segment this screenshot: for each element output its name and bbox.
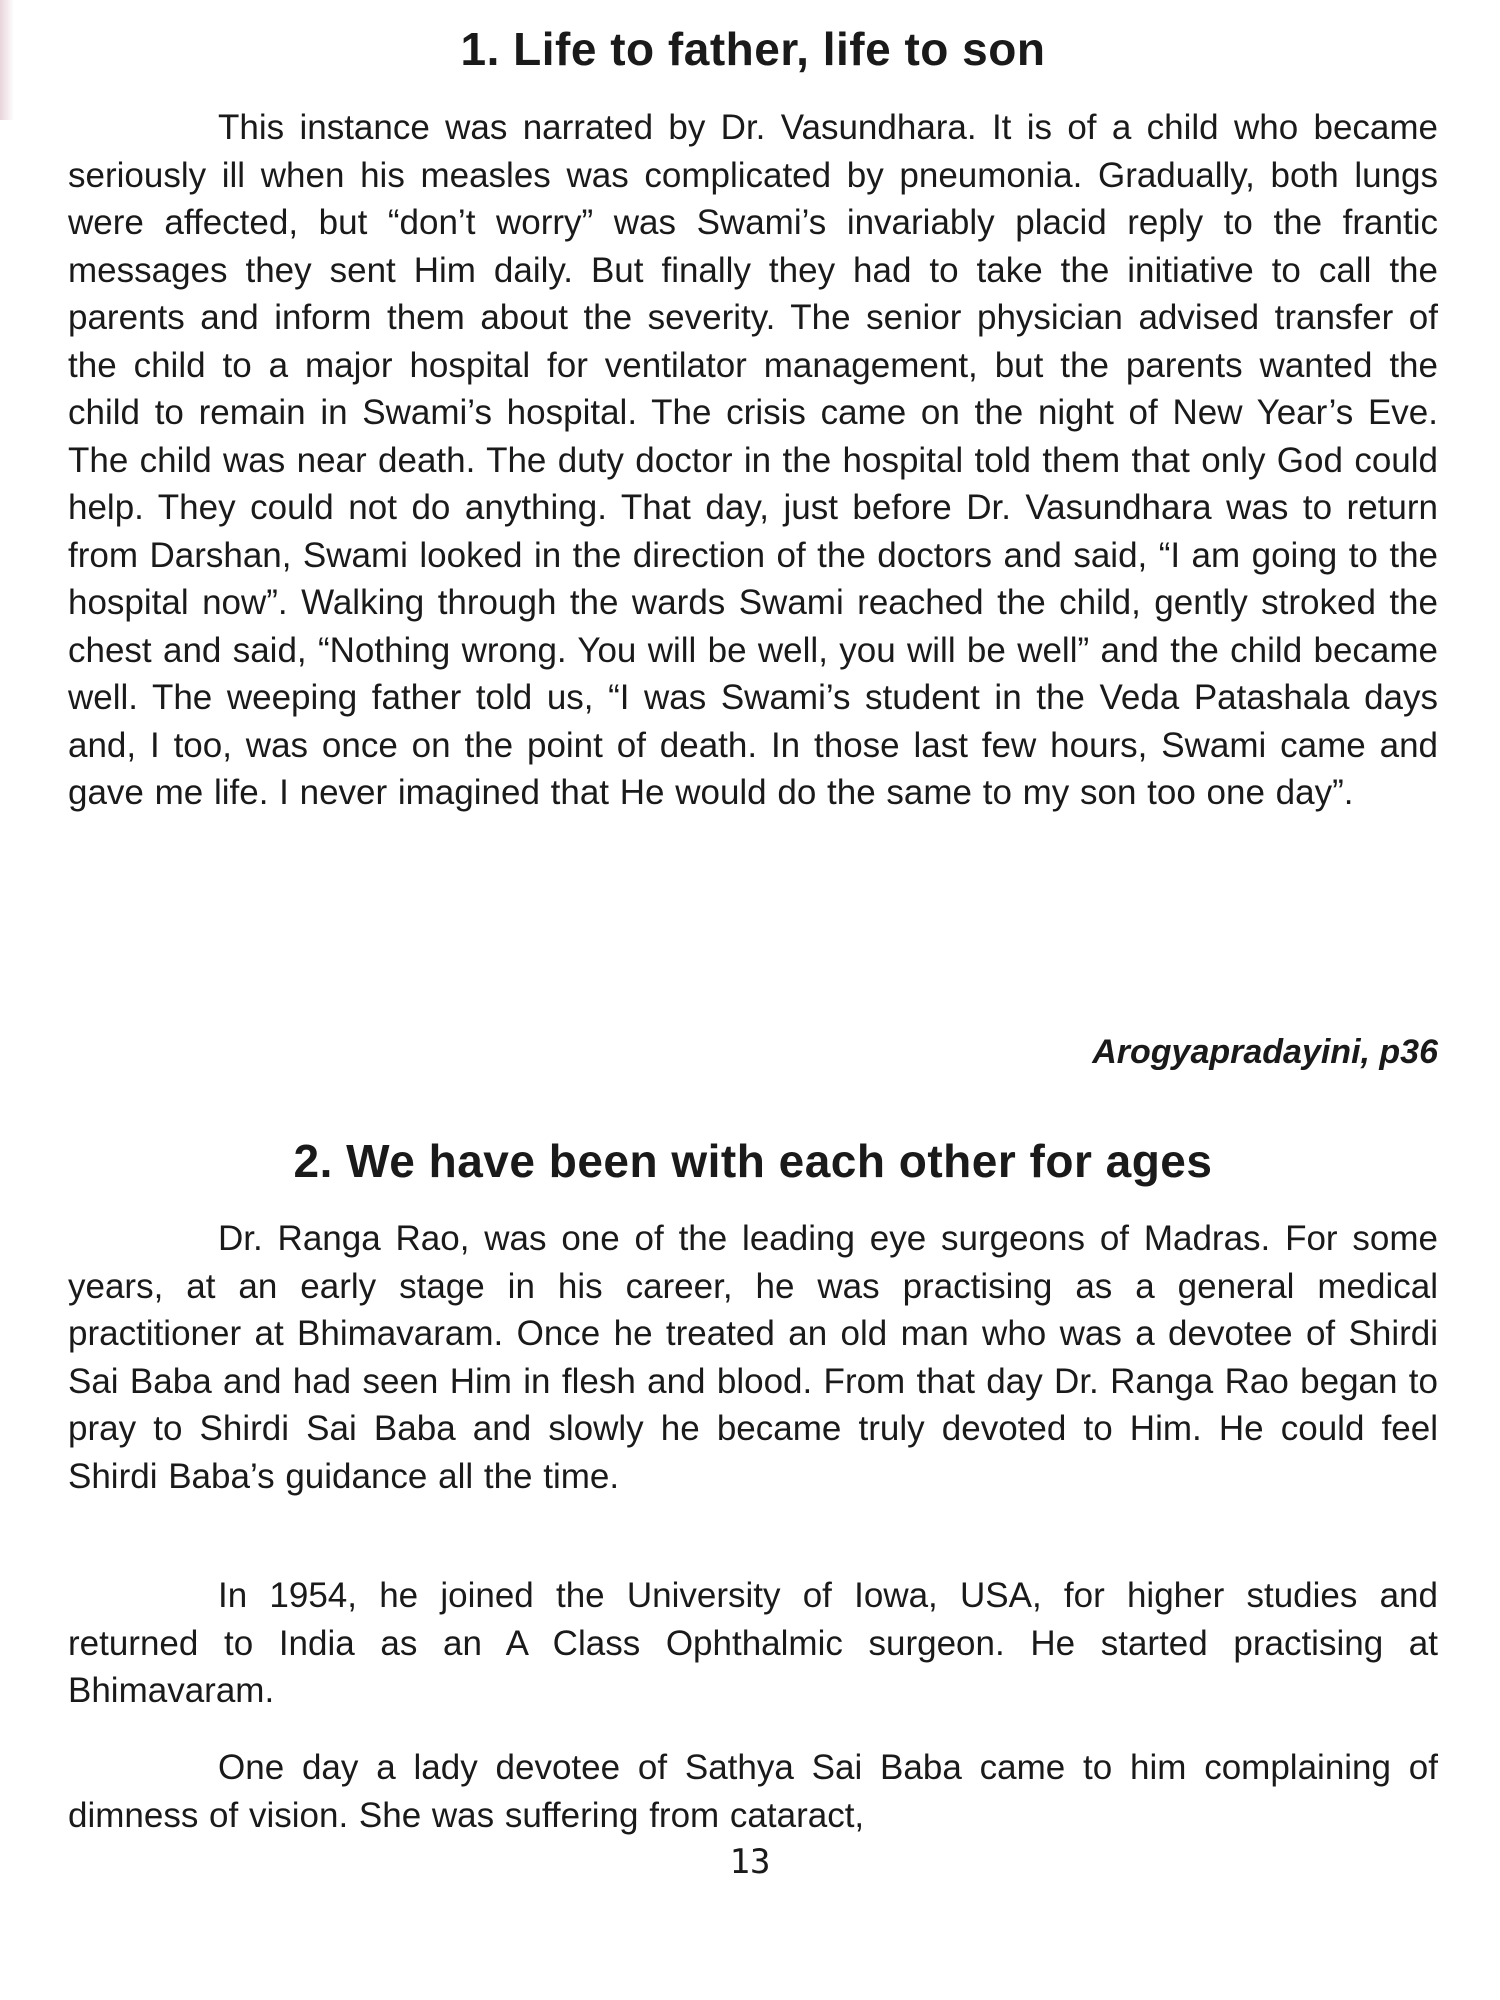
section-1-citation: Arogyapradayini, p36 [1092, 1033, 1438, 1071]
page-number: 13 [729, 1842, 771, 1882]
section-2-paragraph-3: One day a lady devotee of Sathya Sai Baba came to him complaining of dimness of vision. She was suffering from cataract, [68, 1748, 1438, 1835]
section-1-title: 1. Life to father, life to son [460, 23, 1046, 75]
section-1-paragraph: This instance was narrated by Dr. Vasundhara. It is of a child who became seriously ill when his measles was complicated by pneumonia. Gradually, both lungs were affected, but “don’t worry” was Swami’s invariably placid reply to the frantic messages they sent Him daily. But finally they had to take the initiative to call the parents and inform them about the severity. The senior physician advised transfer of the child to a major hospital for ventilator management, but the parents wanted the child to remain in Swami’s hospital. The crisis came on the night of New Year’s Eve. The child was near death. The duty doctor in the hospital told them that only God could help. They could not do anything. That day, just before Dr. Vasundhara was to return from Darshan, Swami looked in the direction of the doctors and said, “I am going to the hospital now”. Walking through the wards Swami reached the child, gently stroked the chest and said, “Nothing wrong. You will be well, you will be well” and the child became well. The weeping father told us, “I was Swami’s student in the Veda Patashala days and, I too, was once on the point of death. In those last few hours, Swami came and gave me life. I never imagined that He would do the same to my son too one day”. [68, 108, 1438, 812]
section-2-paragraph-1: Dr. Ranga Rao, was one of the leading eye surgeons of Madras. For some years, at an early stage in his career, he was practising as a general medical practitioner at Bhimavaram. Once he treated an old man who was a devotee of Shirdi Sai Baba and had seen Him in flesh and blood. From that day Dr. Ranga Rao began to pray to Shirdi Sai Baba and slowly he became truly devoted to Him. He could feel Shirdi Baba’s guidance all the time. [68, 1219, 1438, 1496]
section-2-paragraph-2: In 1954, he joined the University of Iowa, USA, for higher studies and returned to India as an A Class Ophthalmic surgeon. He started practising at Bhimavaram. [68, 1576, 1438, 1710]
binding-shadow [0, 0, 14, 120]
section-2-title: 2. We have been with each other for ages [293, 1135, 1213, 1187]
